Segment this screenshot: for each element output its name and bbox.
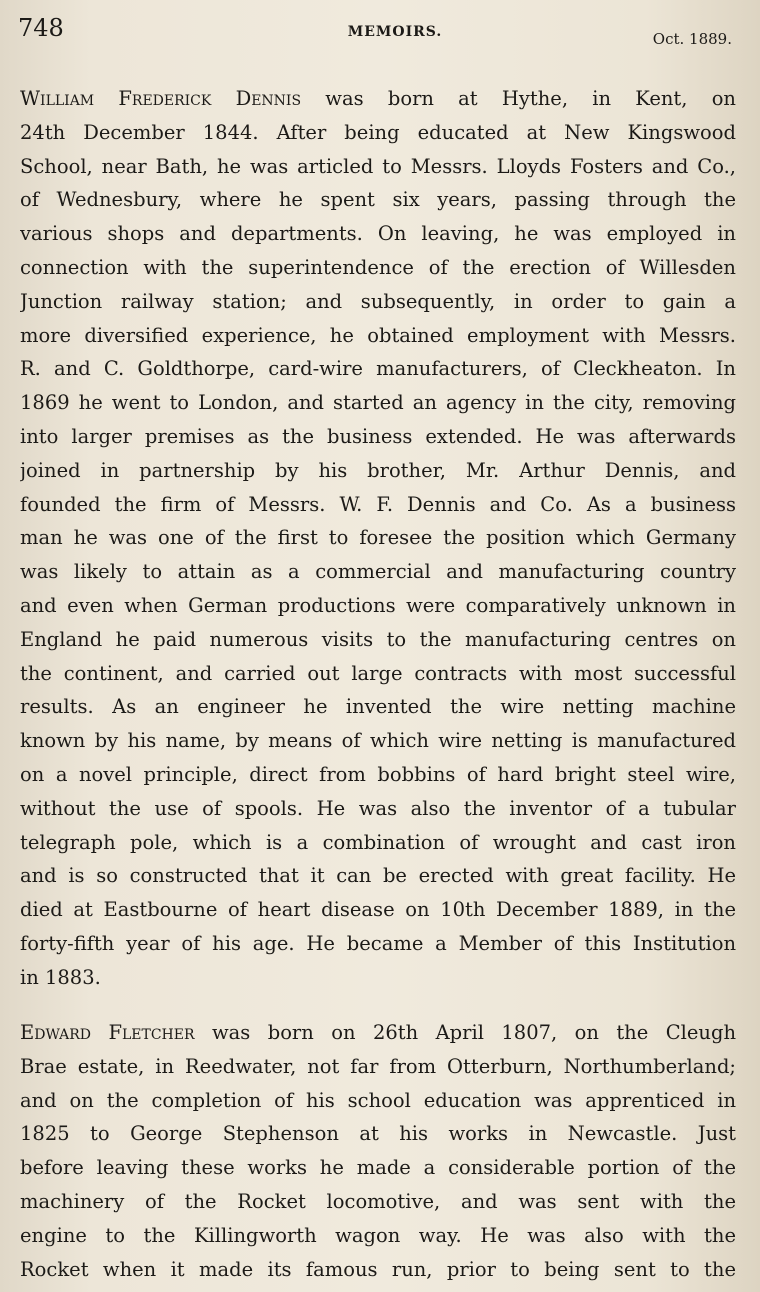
text-line: the continent, and carried out large contracts with most successful xyxy=(20,661,736,685)
text-line: without the use of spools. He was also the inventor of a tubular xyxy=(20,796,736,820)
text-line: William Frederick Dennis was born at Hythe, in Kent, on xyxy=(20,87,736,110)
page-header xyxy=(18,14,732,48)
text-line: Junction railway station; and subsequently, in order to gain a xyxy=(20,289,736,313)
text-line: was likely to attain as a commercial and manufacturing country xyxy=(20,560,736,584)
text-line: 24th December 1844. After being educated at New Kingswood xyxy=(20,120,736,144)
text-line: and even when German productions were comparatively unknown in xyxy=(20,593,736,617)
memoir-edward-fletcher xyxy=(20,1016,736,1286)
text-line: on a novel principle, direct from bobbins of hard bright steel wire, xyxy=(20,762,736,786)
text-line: man he was one of the first to foresee the position which Germany xyxy=(20,526,736,550)
text-line: connection with the superintendence of the erection of Willesden xyxy=(20,255,736,279)
text-line: 1869 he went to London, and started an agency in the city, removing xyxy=(20,391,736,415)
text-line: School, near Bath, he was articled to Messrs. Lloyds Fosters and Co., xyxy=(20,154,736,178)
text-line: R. and C. Goldthorpe, card-wire manufacturers, of Cleckheaton. In xyxy=(20,357,736,381)
text-line: telegraph pole, which is a combination of wrought and cast iron xyxy=(20,830,736,854)
page-number: 748 xyxy=(18,14,64,42)
text-line: in 1883. xyxy=(20,965,101,989)
text-line: results. As an engineer he invented the wire netting machine xyxy=(20,695,736,719)
memoir-name: William Frederick Dennis xyxy=(20,87,302,110)
text-line: of Wednesbury, where he spent six years, passing through the xyxy=(20,188,736,212)
text-line: and on the completion of his school education was apprenticed in xyxy=(20,1088,736,1112)
text-line: into larger premises as the business extended. He was afterwards xyxy=(20,424,736,448)
memoir-name: Edward Fletcher xyxy=(20,1021,195,1044)
text-line: founded the firm of Messrs. W. F. Dennis and Co. As a business xyxy=(20,492,736,516)
running-title: MEMOIRS. xyxy=(347,24,443,40)
text-line: and is so constructed that it can be erected with great facility. He xyxy=(20,864,736,888)
text-line: before leaving these works he made a considerable portion of the xyxy=(20,1156,736,1180)
text-line: died at Eastbourne of heart disease on 10th December 1889, in the xyxy=(20,898,736,922)
header-date: Oct. 1889. xyxy=(652,30,732,48)
text-line: joined in partnership by his brother, Mr. Arthur Dennis, and xyxy=(20,458,736,482)
text-line: various shops and departments. On leaving, he was employed in xyxy=(20,222,736,246)
text-line: Edward Fletcher was born on 26th April 1807, on the Cleugh xyxy=(20,1021,736,1044)
text-line: forty-fifth year of his age. He became a Member of this Institution xyxy=(20,931,736,955)
text-line: machinery of the Rocket locomotive, and was sent with the xyxy=(20,1189,736,1213)
text-line: engine to the Killingworth wagon way. He was also with the xyxy=(20,1223,736,1247)
text-line: more diversified experience, he obtained employment with Messrs. xyxy=(20,323,736,347)
text-line: England he paid numerous visits to the manufacturing centres on xyxy=(20,627,736,651)
text-line: known by his name, by means of which wire netting is manufactured xyxy=(20,729,736,753)
memoir-william-frederick-dennis xyxy=(20,82,736,995)
text-line: Rocket when it made its famous run, prior to being sent to the xyxy=(20,1257,736,1281)
text-line: Brae estate, in Reedwater, not far from Otterburn, Northumberland; xyxy=(20,1054,736,1078)
text-line: 1825 to George Stephenson at his works in Newcastle. Just xyxy=(20,1122,736,1146)
